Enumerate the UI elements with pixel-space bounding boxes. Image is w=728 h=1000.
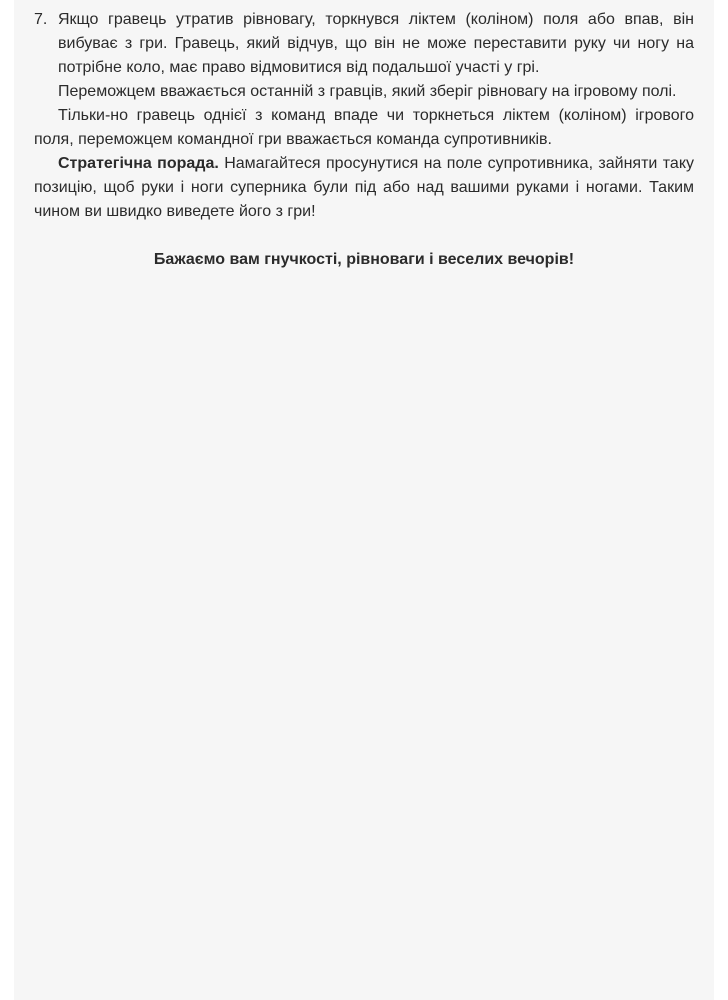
rule-item-7: [34, 8, 694, 80]
strategy-tip-lead: Стратегічна порада.: [58, 155, 219, 172]
rules-content: [34, 8, 694, 272]
document-page: [14, 0, 714, 1000]
rule-item-number: 7.: [34, 11, 48, 28]
closing-wish: Бажаємо вам гнучкості, рівноваги і веселих вечорів!: [153, 251, 575, 268]
team-paragraph: Тільки-но гравець однієї з команд впаде чи торкнеться ліктем (коліном) ігрового поля, переможцем командної гри вважається команда супротивників.: [34, 107, 694, 148]
winner-paragraph: Переможцем вважається останній з гравців, який зберіг рівновагу на ігровому полі.: [58, 83, 677, 100]
rule-item-text: Якщо гравець утратив рівновагу, торкнувся ліктем (коліном) поля або впав, він вибуває з гри. Гравець, який відчув, що він не може переставити руку чи ногу на потрібне коло, має право відмовитися від подальшої участі у грі.: [58, 11, 694, 76]
strategy-tip-paragraph: [34, 152, 694, 224]
strategy-tip-text: Намагайтеся просунутися на поле супротивника, зайняти таку позицію, щоб руки і ноги суперника були під або над вашими руками і ногами. Таким чином ви швидко виведете його з гри!: [34, 155, 695, 220]
